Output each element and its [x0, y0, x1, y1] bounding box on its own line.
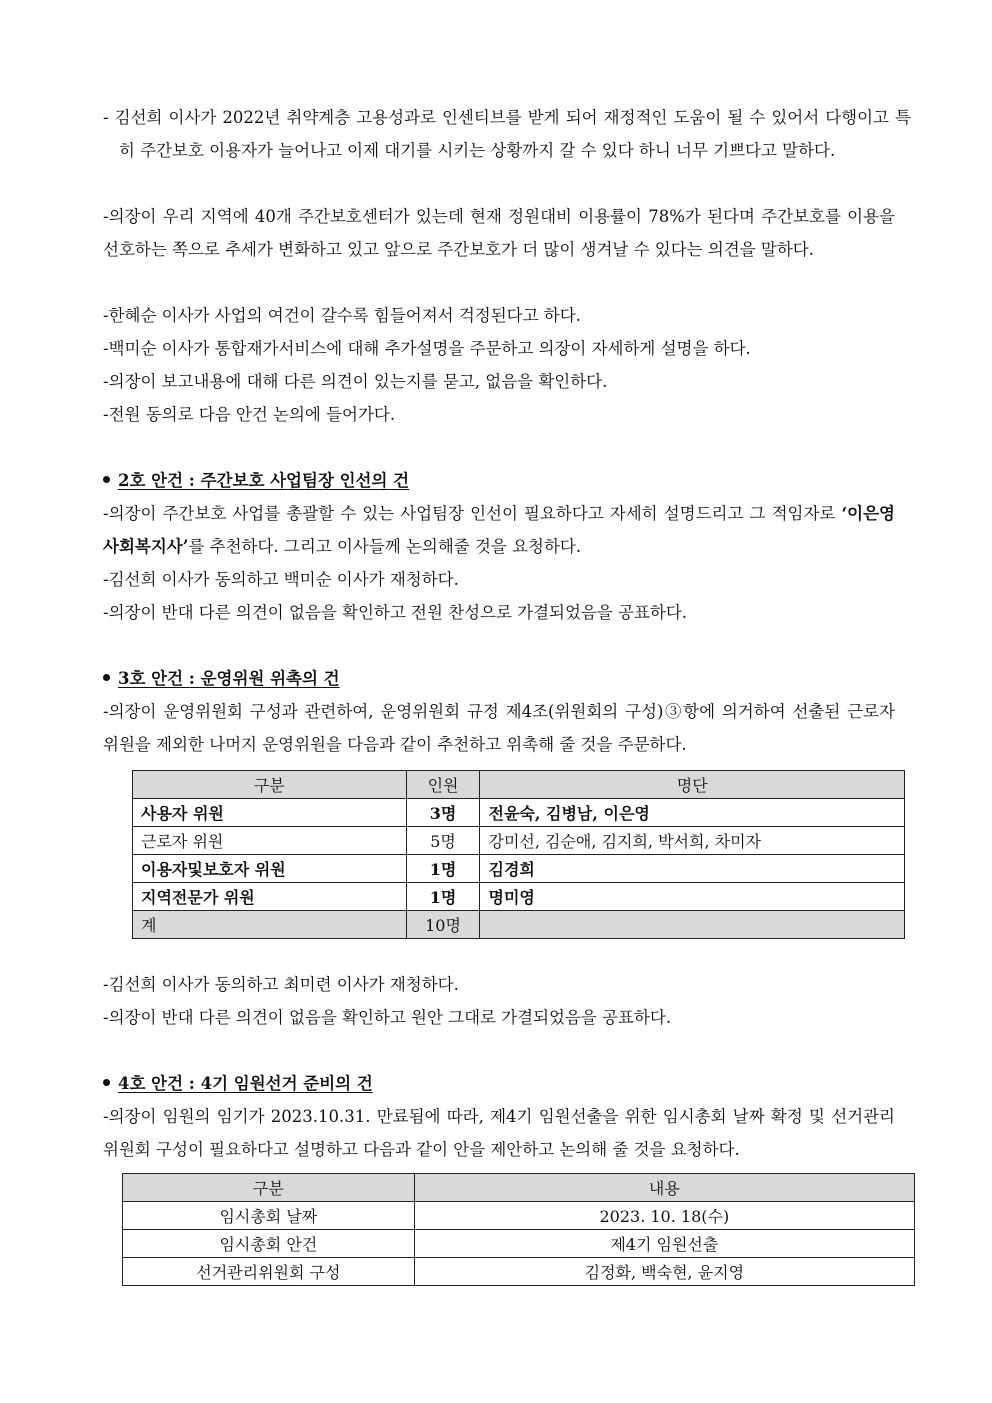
- table-row: [133, 799, 905, 827]
- table-cell: 선거관리위원회 구성: [123, 1258, 415, 1286]
- column-header: 구분: [133, 771, 407, 799]
- table-cell: 계: [133, 911, 407, 939]
- table-cell: 김정화, 백숙현, 윤지영: [414, 1258, 914, 1286]
- bullet-icon: [103, 1079, 110, 1086]
- agenda2-line-1-text-a: -의장이 주간보호 사업를 총괄할 수 있는 사업팀장 인선이 필요하다고 자세히 설명드리고 그 적임자로: [103, 504, 842, 523]
- agenda4-heading-text: 4호 안건 : 4기 임원선거 준비의 건: [118, 1074, 373, 1093]
- table-cell: 강미선, 김순애, 김지희, 박서희, 차미자: [480, 827, 905, 855]
- agenda2-line-3: -의장이 반대 다른 의견이 없음을 확인하고 전원 찬성으로 가결되었음을 공표하다.: [103, 603, 688, 622]
- table-cell: 이용자및보호자 위원: [133, 855, 407, 883]
- agenda4-heading: [103, 1070, 373, 1098]
- table-cell: 임시총회 날짜: [123, 1202, 415, 1230]
- column-header: 내용: [414, 1174, 914, 1202]
- table-cell: 김경희: [480, 855, 905, 883]
- table-cell: 1명: [406, 855, 480, 883]
- committee-table: [132, 770, 905, 939]
- recommended-person: ‘이은영 사회복지사’: [103, 504, 895, 556]
- bullet-icon: [103, 674, 110, 681]
- table-cell: 2023. 10. 18(수): [414, 1202, 914, 1230]
- agenda2-heading: [103, 467, 409, 495]
- agenda2-line-1-text-b: 를 추천하다. 그리고 이사들께 논의해줄 것을 요청하다.: [188, 537, 582, 556]
- table-cell: 지역전문가 위원: [133, 883, 407, 911]
- agenda3-heading-text: 3호 안건 : 운영위원 위촉의 건: [118, 669, 340, 688]
- agenda3-intro: -의장이 운영위원회 구성과 관련하여, 운영위원회 규정 제4조(위원회의 구성)③항에 의거하여 선출된 근로자 위원을 제외한 나머지 운영위원을 다음과 같이 추천하고 위촉해 줄 것을 주문하다.: [103, 702, 895, 754]
- table-header-row: [123, 1174, 915, 1202]
- election-table: [122, 1173, 915, 1286]
- table-cell: 사용자 위원: [133, 799, 407, 827]
- report-line-2: -의장이 우리 지역에 40개 주간보호센터가 있는데 현재 정원대비 이용률이 78%가 된다며 주간보호를 이용을 선호하는 쪽으로 추세가 변화하고 있고 앞으로 주간보호가 더 많이 생겨날 수 있다는 의견을 말하다.: [103, 207, 895, 259]
- table-cell: 10명: [406, 911, 480, 939]
- bullet-icon: [103, 476, 110, 483]
- table-row: [133, 883, 905, 911]
- table-cell: 근로자 위원: [133, 827, 407, 855]
- table-cell: 5명: [406, 827, 480, 855]
- table-cell: [480, 911, 905, 939]
- table-header-row: [133, 771, 905, 799]
- table-row: [133, 827, 905, 855]
- table-cell: 1명: [406, 883, 480, 911]
- table-row: [123, 1230, 915, 1258]
- report-line-6: -전원 동의로 다음 안건 논의에 들어가다.: [103, 405, 396, 424]
- agenda4-intro: -의장이 임원의 임기가 2023.10.31. 만료됨에 따라, 제4기 임원선출을 위한 임시총회 날짜 확정 및 선거관리위원회 구성이 필요하다고 설명하고 다음과 같이 안을 제안하고 논의해 줄 것을 요청하다.: [103, 1107, 895, 1159]
- table-row: [123, 1202, 915, 1230]
- table-row: [133, 855, 905, 883]
- report-line-4: -백미순 이사가 통합재가서비스에 대해 추가설명을 주문하고 의장이 자세하게 설명을 하다.: [103, 339, 751, 358]
- table-row: [123, 1258, 915, 1286]
- agenda3-line-3: -의장이 반대 다른 의견이 없음을 확인하고 원안 그대로 가결되었음을 공표하다.: [103, 1008, 672, 1027]
- agenda2-heading-text: 2호 안건 : 주간보호 사업팀장 인선의 건: [118, 471, 410, 490]
- report-line-3: -한혜순 이사가 사업의 여건이 갈수록 힘들어져서 걱정된다고 하다.: [103, 306, 581, 325]
- column-header: 인원: [406, 771, 480, 799]
- report-line-1: - 김선희 이사가 2022년 취약계층 고용성과로 인센티브를 받게 되어 재정적인 도움이 될 수 있어서 다행이고 특히 주간보호 이용자가 늘어나고 이제 대기를 시키는 상황까지 갈 수 있다 하니 너무 기쁘다고 말하다.: [103, 108, 911, 160]
- agenda3-heading: [103, 665, 340, 693]
- column-header: 구분: [123, 1174, 415, 1202]
- agenda2-line-2: -김선희 이사가 동의하고 백미순 이사가 재청하다.: [103, 570, 459, 589]
- report-line-5: -의장이 보고내용에 대해 다른 의견이 있는지를 묻고, 없음을 확인하다.: [103, 372, 608, 391]
- table-cell: 임시총회 안건: [123, 1230, 415, 1258]
- table-cell: 제4기 임원선출: [414, 1230, 914, 1258]
- agenda2-line-1: [103, 497, 895, 563]
- table-total-row: [133, 911, 905, 939]
- agenda3-line-2: -김선희 이사가 동의하고 최미련 이사가 재청하다.: [103, 975, 459, 994]
- column-header: 명단: [480, 771, 905, 799]
- table-cell: 전윤숙, 김병남, 이은영: [480, 799, 905, 827]
- table-cell: 3명: [406, 799, 480, 827]
- table-cell: 명미영: [480, 883, 905, 911]
